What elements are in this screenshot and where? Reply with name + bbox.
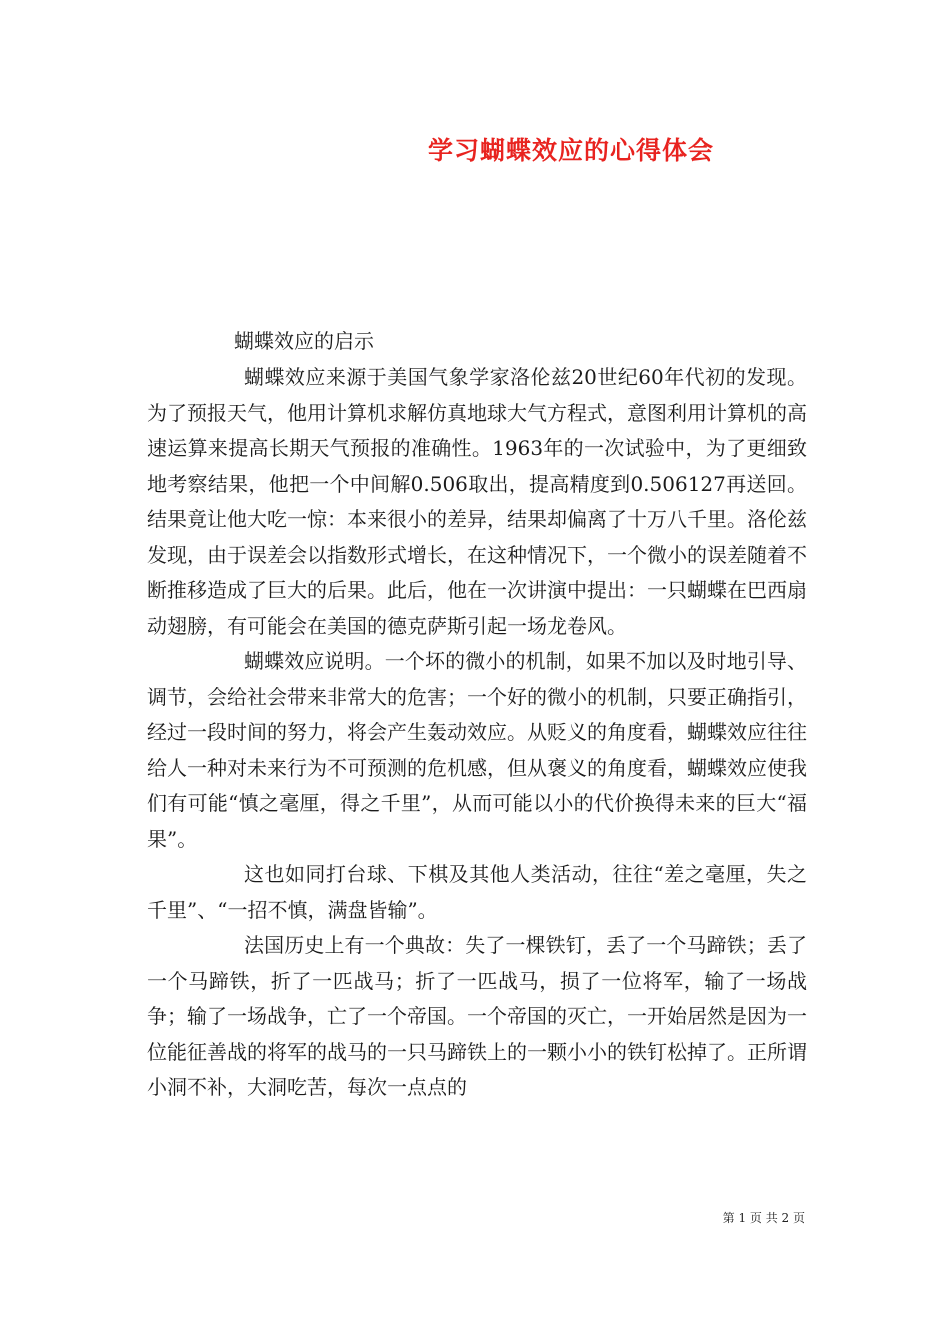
paragraph: 蝴蝶效应说明。一个坏的微小的机制，如果不加以及时地引导、调节，会给社会带来非常大的危害；一个好的微小的机制，只要正确指引，经过一段时间的努力，将会产生轰动效应。从贬义的角度看，蝴蝶效应往往给人一种对未来行为不可预测的危机感，但从褒义的角度看，蝴蝶效应使我们有可能“慎之毫厘，得之千里”，从而可能以小的代价换得未来的巨大“福果”。 — [147, 649, 807, 851]
paragraph: 蝴蝶效应来源于美国气象学家洛伦兹20世纪60年代初的发现。为了预报天气，他用计算机求解仿真地球大气方程式，意图利用计算机的高速运算来提高长期天气预报的准确性。1963年的一次试验中，为了更细致地考察结果，他把一个中间解0.506取出，提高精度到0.506127再送回。结果竟让他大吃一惊：本来很小的差异，结果却偏离了十万八千里。洛伦兹发现，由于误差会以指数形式增长，在这种情况下，一个微小的误差随着不断推移造成了巨大的后果。此后，他在一次讲演中提出：一只蝴蝶在巴西扇动翅膀，有可能会在美国的德克萨斯引起一场龙卷风。 — [147, 365, 807, 638]
document-body — [147, 360, 807, 1106]
page-number: 第 1 页 共 2 页 — [722, 1211, 805, 1225]
paragraph: 这也如同打台球、下棋及其他人类活动，往往“差之毫厘，失之千里”、“一招不慎，满盘皆输”。 — [147, 862, 807, 922]
section-heading: 蝴蝶效应的启示 — [234, 329, 374, 353]
paragraph: 法国历史上有一个典故：失了一棵铁钉，丢了一个马蹄铁；丢了一个马蹄铁，折了一匹战马；折了一匹战马，损了一位将军，输了一场战争；输了一场战争，亡了一个帝国。一个帝国的灭亡，一开始居然是因为一位能征善战的将军的战马的一只马蹄铁上的一颗小小的铁钉松掉了。正所谓小洞不补，大洞吃苦，每次一点点的 — [147, 933, 807, 1099]
document-title: 学习蝴蝶效应的心得体会 — [427, 136, 714, 165]
